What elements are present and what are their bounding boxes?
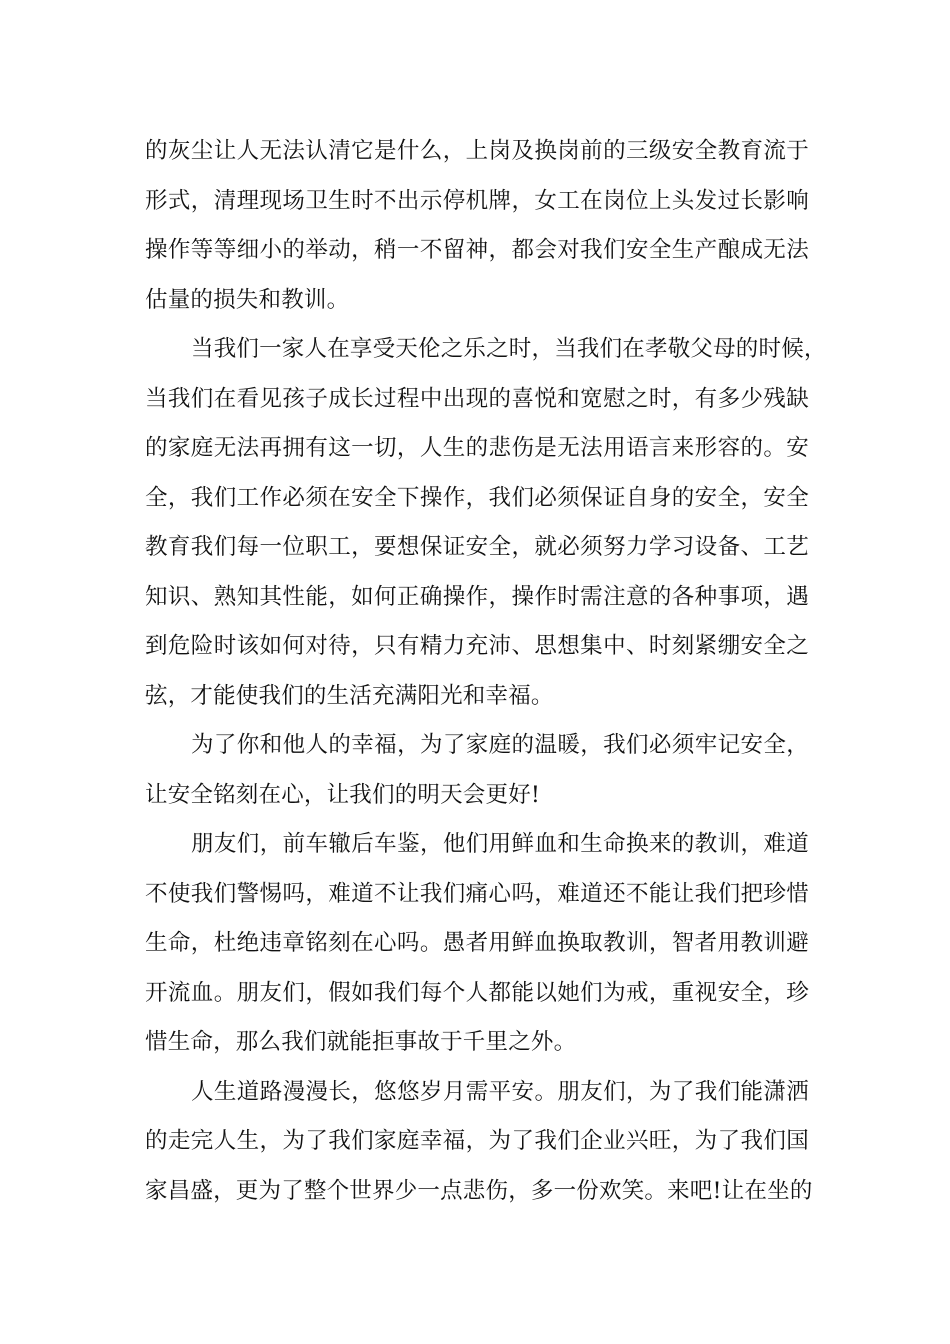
- text-line: 的走完人生，为了我们家庭幸福，为了我们企业兴旺，为了我们国: [145, 1128, 809, 1154]
- text-line: 当我们一家人在享受天伦之乐之时，当我们在孝敬父母的时候，: [191, 336, 827, 362]
- text-line: 到危险时该如何对待，只有精力充沛、思想集中、时刻紧绷安全之: [145, 633, 809, 659]
- paragraph: [145, 325, 827, 721]
- text-line: 家昌盛，更为了整个世界少一点悲伤，多一份欢笑。来吧!让在坐的: [145, 1177, 813, 1204]
- text-line: 朋友们，前车辙后车鉴，他们用鲜血和生命换来的教训，难道: [191, 831, 809, 857]
- text-line: 的灰尘让人无法认清它是什么，上岗及换岗前的三级安全教育流于: [145, 138, 809, 164]
- text-line: 惜生命，那么我们就能拒事故于千里之外。: [145, 1029, 577, 1055]
- text-line: 人生道路漫漫长，悠悠岁月需平安。朋友们，为了我们能潇洒: [191, 1078, 809, 1105]
- paragraph: [145, 721, 809, 820]
- text-line: 不使我们警惕吗，难道不让我们痛心吗，难道还不能让我们把珍惜: [145, 880, 809, 907]
- text-line: 知识、熟知其性能，如何正确操作，操作时需注意的各种事项，遇: [145, 583, 809, 610]
- text-line: 教育我们每一位职工，要想保证安全，就必须努力学习设备、工艺: [145, 534, 809, 560]
- paragraph: [145, 1068, 813, 1217]
- text-line: 弦，才能使我们的生活充满阳光和幸福。: [145, 682, 554, 709]
- paragraph: [145, 127, 809, 325]
- text-line: 全，我们工作必须在安全下操作，我们必须保证自身的安全，安全: [145, 484, 809, 511]
- text-line: 当我们在看见孩子成长过程中出现的喜悦和宽慰之时，有多少残缺: [145, 385, 809, 412]
- text-line: 操作等等细小的举动，稍一不留神，都会对我们安全生产酿成无法: [145, 237, 809, 263]
- body-text: [145, 127, 827, 1216]
- text-line: 生命，杜绝违章铭刻在心吗。愚者用鲜血换取教训，智者用教训避: [145, 930, 809, 956]
- text-line: 形式，清理现场卫生时不出示停机牌，女工在岗位上头发过长影响: [145, 187, 809, 214]
- text-line: 让安全铭刻在心，让我们的明天会更好!: [145, 781, 541, 808]
- text-line: 为了你和他人的幸福，为了家庭的温暖，我们必须牢记安全，: [191, 732, 809, 758]
- text-line: 开流血。朋友们，假如我们每个人都能以她们为戒，重视安全，珍: [145, 979, 809, 1006]
- text-line: 的家庭无法再拥有这一切，人生的悲伤是无法用语言来形容的。安: [145, 435, 809, 461]
- text-line: 估量的损失和教训。: [145, 286, 350, 313]
- paragraph: [145, 820, 809, 1068]
